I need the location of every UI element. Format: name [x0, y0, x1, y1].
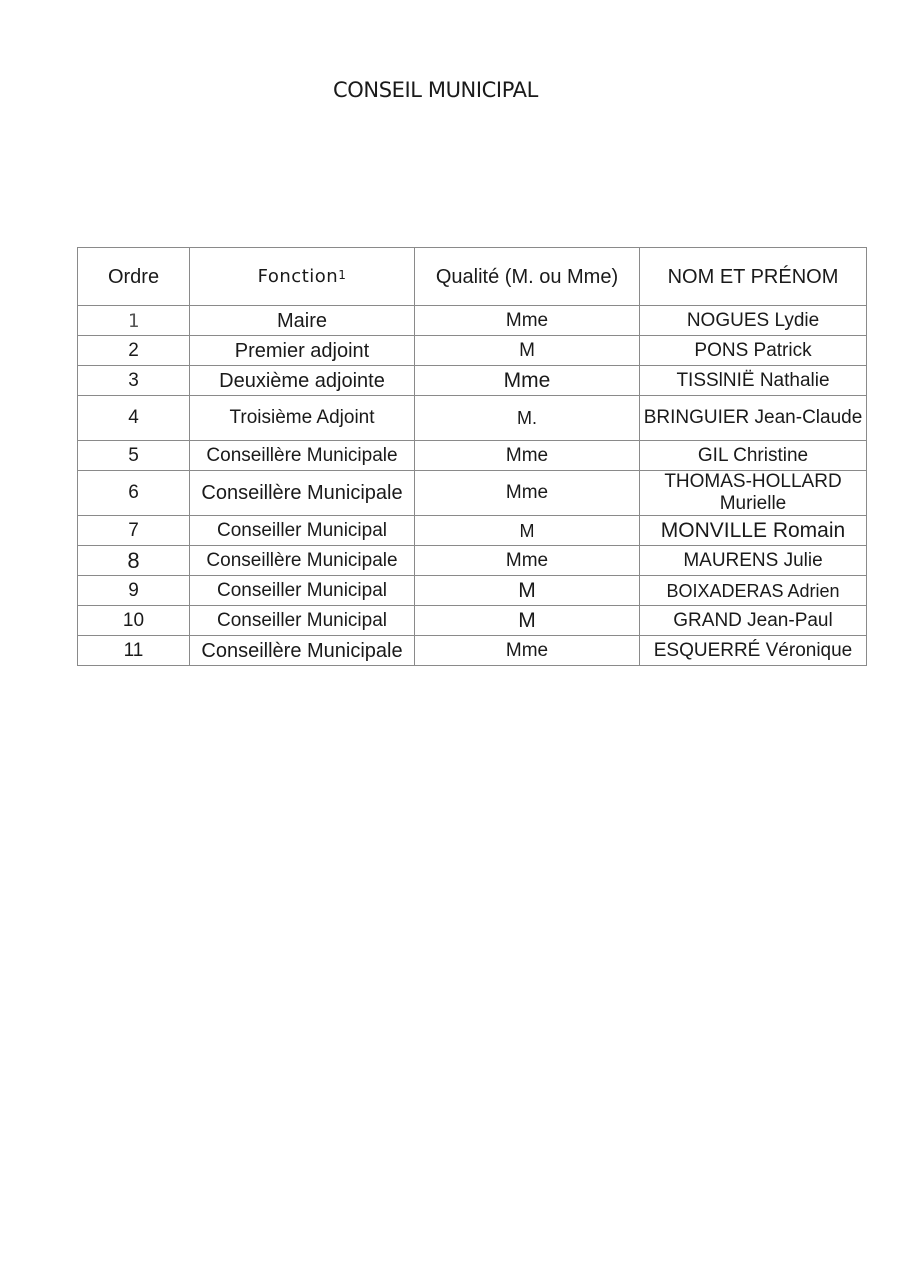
- cell-nom: THOMAS-HOLLARD Murielle: [640, 471, 867, 516]
- cell-ordre: 1: [78, 306, 190, 336]
- header-qualite: Qualité (M. ou Mme): [415, 248, 640, 306]
- council-members-table: [77, 247, 867, 666]
- cell-ordre: 9: [78, 576, 190, 606]
- cell-nom: ESQUERRÉ Véronique: [640, 636, 867, 666]
- cell-fonction: Conseiller Municipal: [190, 576, 415, 606]
- cell-fonction: Premier adjoint: [190, 336, 415, 366]
- cell-qualite: Mme: [415, 471, 640, 516]
- cell-nom: MONVILLE Romain: [640, 516, 867, 546]
- cell-ordre: 11: [78, 636, 190, 666]
- cell-nom: BRINGUIER Jean-Claude: [640, 396, 867, 441]
- cell-fonction: Maire: [190, 306, 415, 336]
- cell-qualite: M: [415, 606, 640, 636]
- table-row: [78, 441, 867, 471]
- table-row: [78, 306, 867, 336]
- table-row: [78, 366, 867, 396]
- cell-qualite: Mme: [415, 306, 640, 336]
- cell-ordre: 2: [78, 336, 190, 366]
- cell-qualite: Mme: [415, 636, 640, 666]
- cell-fonction: Deuxième adjointe: [190, 366, 415, 396]
- footnote-marker: 1: [338, 267, 347, 282]
- page-title: CONSEIL MUNICIPAL: [333, 78, 538, 102]
- table-header-row: [78, 248, 867, 306]
- cell-ordre: 3: [78, 366, 190, 396]
- table-row: [78, 636, 867, 666]
- cell-qualite: M.: [415, 396, 640, 441]
- cell-nom: NOGUES Lydie: [640, 306, 867, 336]
- table-row: [78, 516, 867, 546]
- cell-ordre: 8: [78, 546, 190, 576]
- cell-qualite: M: [415, 516, 640, 546]
- cell-fonction: Conseiller Municipal: [190, 606, 415, 636]
- table-row: [78, 576, 867, 606]
- cell-nom: PONS Patrick: [640, 336, 867, 366]
- cell-qualite: M: [415, 576, 640, 606]
- cell-nom: BOIXADERAS Adrien: [640, 576, 867, 606]
- table-row: [78, 336, 867, 366]
- header-ordre: Ordre: [78, 248, 190, 306]
- cell-fonction: Conseillère Municipale: [190, 546, 415, 576]
- cell-qualite: Mme: [415, 366, 640, 396]
- cell-ordre: 6: [78, 471, 190, 516]
- cell-ordre: 10: [78, 606, 190, 636]
- cell-ordre: 4: [78, 396, 190, 441]
- cell-nom: MAURENS Julie: [640, 546, 867, 576]
- cell-fonction: Conseillère Municipale: [190, 441, 415, 471]
- cell-fonction: Troisième Adjoint: [190, 396, 415, 441]
- cell-qualite: M: [415, 336, 640, 366]
- table-row: [78, 546, 867, 576]
- table-row: [78, 396, 867, 441]
- table-row: [78, 471, 867, 516]
- cell-qualite: Mme: [415, 441, 640, 471]
- cell-fonction: Conseillère Municipale: [190, 471, 415, 516]
- cell-nom: GIL Christine: [640, 441, 867, 471]
- cell-qualite: Mme: [415, 546, 640, 576]
- cell-ordre: 5: [78, 441, 190, 471]
- table-row: [78, 606, 867, 636]
- header-fonction-label: Fonction: [257, 265, 339, 287]
- cell-nom: TISSlNIË Nathalie: [640, 366, 867, 396]
- cell-fonction: Conseiller Municipal: [190, 516, 415, 546]
- cell-nom: GRAND Jean-Paul: [640, 606, 867, 636]
- header-nom: NOM ET PRÉNOM: [640, 248, 867, 306]
- cell-ordre: 7: [78, 516, 190, 546]
- header-fonction: [190, 248, 415, 306]
- cell-fonction: Conseillère Municipale: [190, 636, 415, 666]
